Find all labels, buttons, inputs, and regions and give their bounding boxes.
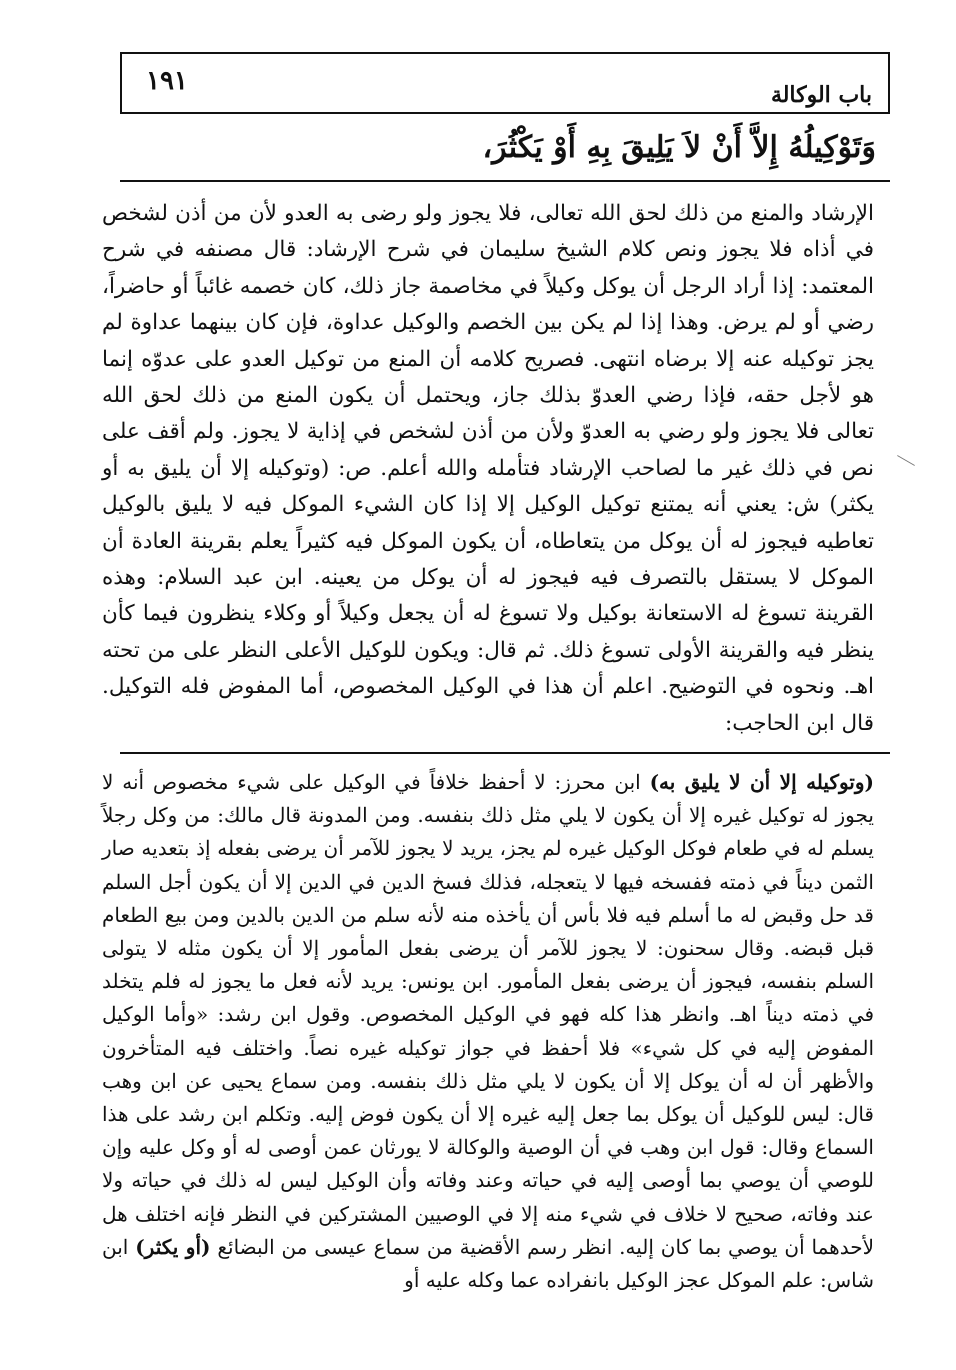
margin-mark (897, 455, 915, 466)
chapter-title: باب الوكالة (770, 82, 872, 108)
page-number: ١٩١ (146, 66, 188, 96)
hashiya-body-2: ابن شاس: علم الموكل عجز الوكيل بانفراده عما وكله عليه أو (102, 1234, 874, 1293)
divider-top (120, 180, 890, 182)
matn-text: وَتَوْكِيلُهُ إِلاَّ أَنْ لاَ يَلِيقَ بِهِ أَوْ يَكْثُرَ، (482, 130, 876, 165)
page-header (120, 52, 890, 114)
sharh-paragraph: الإرشاد والمنع من ذلك لحق الله تعالى، فلا يجوز ولو رضى به العدو لأن من أذن لشخص في أذاه فلا يجوز ونص كلام الشيخ سليمان في شرح الإرشاد: قال مصنفه في شرح المعتمد: إذا أراد الرجل أن يوكل وكيلاً في مخاصمة جاز ذلك، كان خصمه غائباً أو حاضراً، رضي أو لم يرض. وهذا إذا لم يكن بين الخصم والوكيل عداوة، فإن كان بينهما عداوة لم يجز توكيله عنه إلا برضاه انتهى. فصريح كلامه أن المنع من توكيل العدو على عدوّه إنما هو لأجل حقه، فإذا رضي العدوّ بذلك جاز، ويحتمل أن يكون المنع من ذلك لحق الله تعالى فلا يجوز ولو رضي به العدوّ ولأن من أذن لشخص في إذاية لا يجوز. ولم أقف على نص في ذلك غير ما لصاحب الإرشاد فتأمله والله أعلم. ص: (وتوكيله إلا أن يليق به أو يكثر) ش: يعني أنه يمتنع توكيل الوكيل إلا إذا كان الشيء الموكل فيه لا يليق بالوكيل تعاطيه فيجوز له أن يوكل من يتعاطاه، أن يكون الموكل فيه كثيراً يعلم بقرينة العادة أن الموكل لا يستقل بالتصرف فيه فيجوز له أن يوكل من يعينه. ابن عبد السلام: وهذه القرينة تسوغ له الاستعانة بوكيل ولا تسوغ له أن يجعل وكيلاً أو وكلاء ينظرون فيما كأن ينظر فيه والقرينة الأولى تسوغ ذلك. ثم قال: ويكون للوكيل الأعلى النظر على من تحته اهـ. ونحوه في التوضيح. اعلم أن هذا في الوكيل المخصوص، أما المفوض فله التوكيل. قال ابن الحاجب: (102, 201, 875, 736)
divider-bottom (120, 752, 890, 754)
hashiya-body: ابن محرز: لا أحفظ خلافاً في الوكيل على شيء مخصوص أنه لا يجوز له توكيل غيره إلا أن يكون لا يلي مثل ذلك بنفسه. ومن المدونة قال مالك: من وكل رجلاً يسلم له في طعام فوكل الوكيل غيره لم يجز، يريد لا يجوز للآمر أن يرضى بفعله إذ بتعديه صار الثمن ديناً في ذمته ففسخه فيها لا يتعجله، فذلك فسخ الدين في الدين إلا أن يكون أجل السلم قد حل وقبض له ما أسلم فيه فلا بأس أن يأخذه منه لأنه سلم من الدين بالدين ومن بيع الطعام قبل قبضه. وقال سحنون: لا يجوز للآمر أن يرضى بفعل المأمور إلا أن يكون مثله لا يتولى السلم بنفسه، فيجوز أن يرضى بفعل المأمور. ابن يونس: يريد لأنه فعل ما يجوز له فلم يتخلد في ذمته ديناً اهـ. وانظر هذا كله فهو في الوكيل المخصوص. وقول ابن رشد: «وأما الوكيل المفوض إليه في كل شيء» فلا أحفظ في جواز توكيله غيره نصاً. واختلف فيه المتأخرون والأظهر أن له أن يوكل إلا أن يكون لا يلي مثل ذلك بنفسه. ومن سماع يحيى عن ابن وهب قال: ليس للوكيل أن يوكل بما جعل إليه غيره إلا أن يكون فوض إليه. وتكلم ابن رشد على هذا السماع وقال: قول ابن وهب في أن الوصية والوكالة لا يورثان عمن أوصى له أو وكل عليه وإن للوصي أن يوصي بما أوصى إليه في حياته وعند وفاته وأن الوكيل ليس له ذلك في حياته ولا عند وفاته، صحيح لا خلاف في شيء منه إلا في الوصيين المشتركين في النظر فإنه اختلف هل لأحدهما أن يوصي بما كان إليه. انظر رسم الأقضية من سماع عيسى من البضائع (102, 770, 875, 1259)
hashiya-lead-2: (أو يكثر) (135, 1234, 211, 1259)
sharh-commentary (102, 196, 874, 742)
hashiya-footnote (102, 766, 874, 1297)
hashiya-lead: (وتوكيله إلا أن لا يليق به) (649, 770, 874, 794)
hashiya-paragraph (102, 766, 874, 1297)
